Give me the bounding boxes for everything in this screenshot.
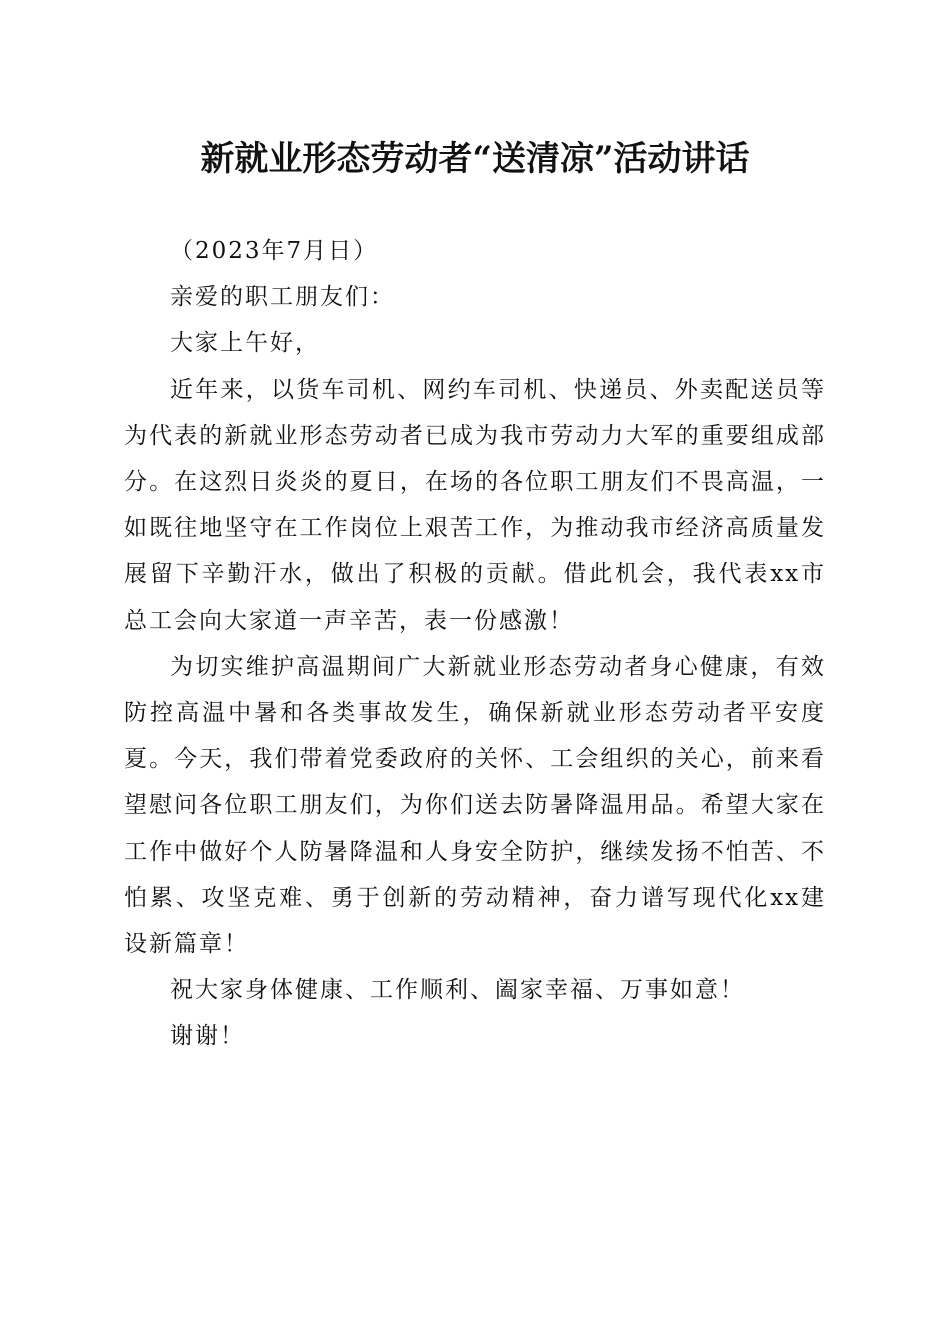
greeting: 大家上午好， xyxy=(170,330,320,357)
paragraph: 为切实维护高温期间广大新就业形态劳动者身心健康，有效防控高温中暑和各类事故发生，确保新就业形态劳动者平安度夏。今天，我们带着党委政府的关怀、工会组织的关心，前来看望慰问各位职工朋友们，为你们送去防暑降温用品。希望大家在工作中做好个人防暑降温和人身安全防护，继续发扬不怕苦、不怕累、攻坚克难、勇于创新的劳动精神，奋力谱写现代化xx建设新篇章！ xyxy=(124,653,826,958)
closing-line: 谢谢！ xyxy=(170,1023,245,1050)
document-title: 新就业形态劳动者“送清凉”活动讲话 xyxy=(200,139,750,179)
paragraph: 近年来，以货车司机、网约车司机、快递员、外卖配送员等为代表的新就业形态劳动者已成为我市劳动力大军的重要组成部分。在这烈日炎炎的夏日，在场的各位职工朋友们不畏高温，一如既往地坚守在工作岗位上艰苦工作，为推动我市经济高质量发展留下辛勤汗水，做出了积极的贡献。借此机会，我代表xx市总工会向大家道一声辛苦，表一份感激！ xyxy=(124,376,826,634)
salutation: 亲爱的职工朋友们： xyxy=(170,284,395,311)
wishes-line: 祝大家身体健康、工作顺利、阖家幸福、万事如意！ xyxy=(170,977,745,1004)
document-body xyxy=(124,228,826,1060)
date-line: （2023年7月日） xyxy=(170,238,379,264)
